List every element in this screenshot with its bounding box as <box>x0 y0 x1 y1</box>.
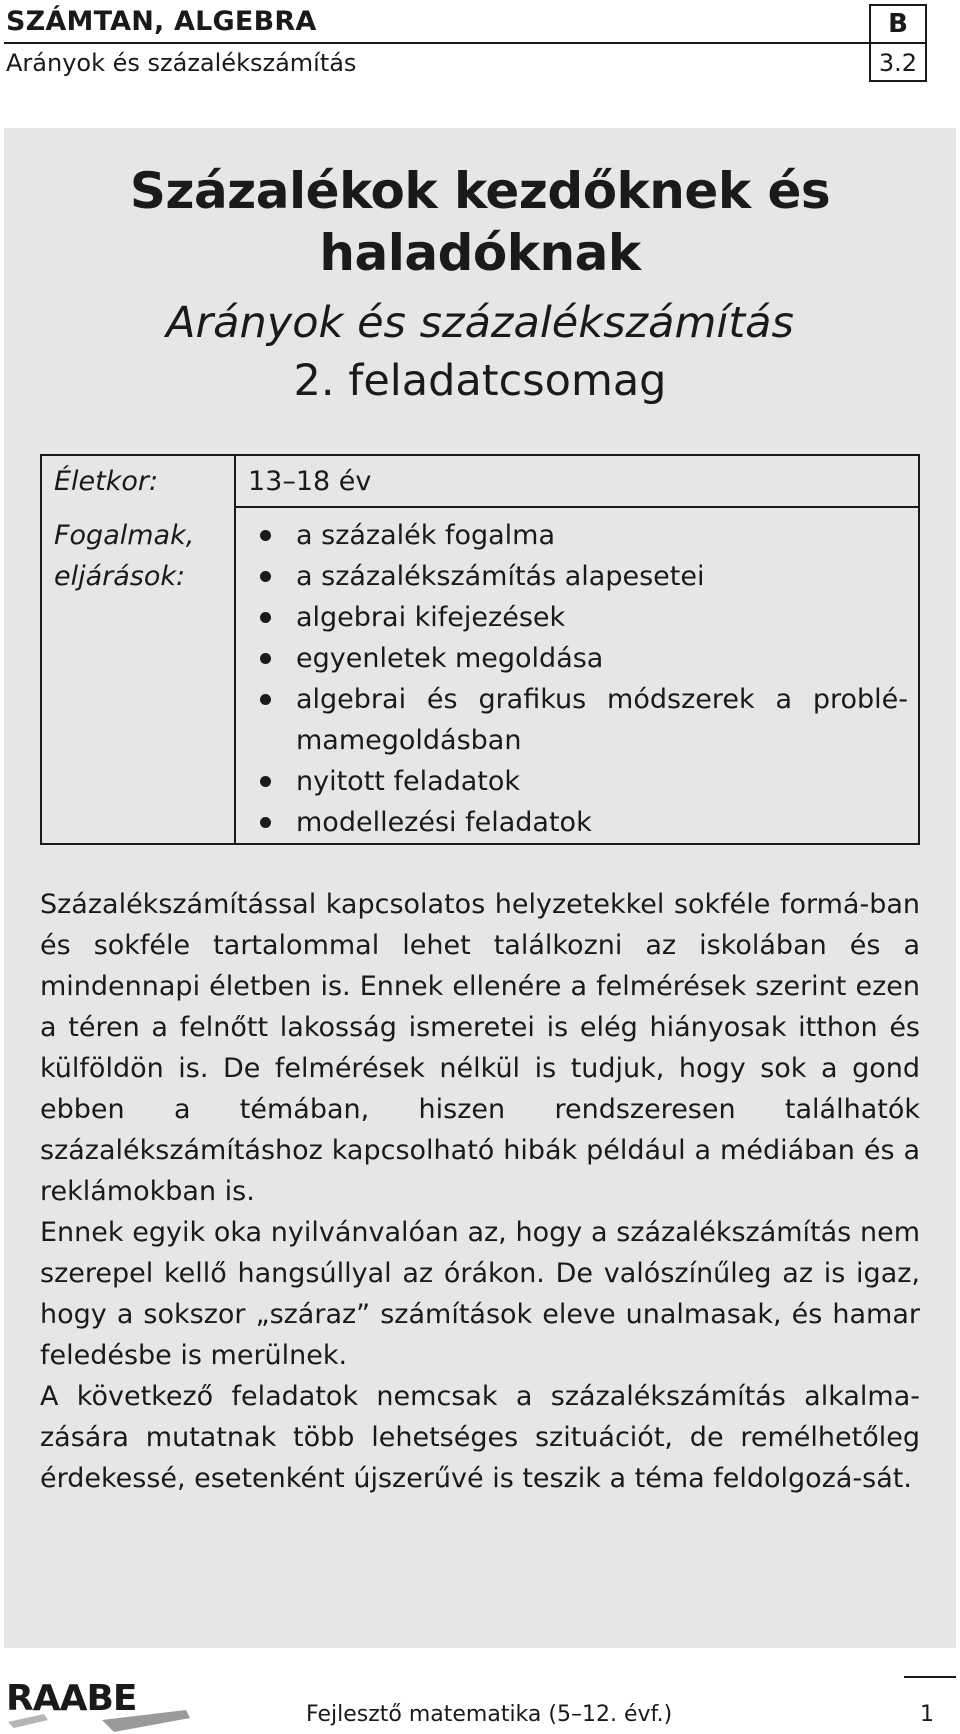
chapter-code-box <box>869 4 927 82</box>
bullet-icon <box>260 776 271 787</box>
bullet-icon <box>260 653 271 664</box>
logo-text: RAABE <box>6 1678 137 1719</box>
book-title: Fejlesztő matematika (5–12. évf.) <box>306 1702 673 1727</box>
age-label: Életkor: <box>54 466 159 497</box>
list-item: a százalék fogalma <box>248 515 908 556</box>
intro-text <box>40 884 920 1499</box>
chapter-number: 3.2 <box>878 49 918 77</box>
concepts-label <box>54 515 194 597</box>
list-item: algebrai kifejezések <box>248 597 908 638</box>
page-title-line-2: haladóknak <box>319 224 641 282</box>
table-divider-horizontal <box>234 506 918 508</box>
section-subtitle: Arányok és százalékszámítás <box>6 49 357 77</box>
page-subtitle: Arányok és százalékszámítás <box>166 298 794 348</box>
bullet-icon <box>260 571 271 582</box>
list-item: algebrai és grafikus módszerek a problé-mamegoldásban <box>248 679 908 761</box>
chapter-letter: B <box>871 6 925 44</box>
page-title <box>0 160 960 284</box>
bullet-icon <box>260 530 271 541</box>
section-title: SZÁMTAN, ALGEBRA <box>6 6 317 37</box>
page-number: 1 <box>920 1702 934 1727</box>
table-divider-vertical <box>234 456 236 843</box>
paragraph: A következő feladatok nemcsak a százalékszámítás alkalma-zására mutatnak több lehetséges szituációt, de remélhetőleg érdekessé, esetenként újszerűvé is teszik a téma feldolgozá-sát. <box>40 1381 920 1494</box>
paragraph: Ennek egyik oka nyilvánvalóan az, hogy a százalékszámítás nem szerepel kellő hangsúllyal az órákon. De valószínűleg az is igaz, hogy a sokszor „száraz” számítások eleve unalmasak, és hamar feledésbe is merülnek. <box>40 1217 920 1371</box>
list-item: egyenletek megoldása <box>248 638 908 679</box>
info-table <box>40 454 920 845</box>
age-value: 13–18 év <box>248 466 372 497</box>
concepts-label-line-1: Fogalmak, <box>54 520 195 551</box>
footer-rule <box>904 1676 956 1678</box>
list-item: a százalékszámítás alapesetei <box>248 556 908 597</box>
bullet-icon <box>260 694 271 705</box>
bullet-icon <box>260 612 271 623</box>
list-item: nyitott feladatok <box>248 761 908 802</box>
page-title-line-1: Százalékok kezdőknek és <box>129 162 831 220</box>
task-package-label: 2. feladatcsomag <box>293 356 667 406</box>
bullet-icon <box>260 817 271 828</box>
paragraph: Százalékszámítással kapcsolatos helyzetekkel sokféle formá-ban és sokféle tartalommal lehet találkozni az iskolában és a mindennapi életben is. Ennek ellenére a felmérések szerint ezen a téren a felnőtt lakosság ismeretei is elég hiányosak itthon és külföldön is. De felmérések nélkül is tudjuk, hogy sok a gond ebben a témában, hiszen rendszeresen találhatók százalékszámításhoz kapcsolható hibák például a médiában és a reklámokban is. <box>40 889 920 1207</box>
header-rule <box>4 42 870 44</box>
concepts-list <box>248 515 908 843</box>
concepts-label-line-2: eljárások: <box>54 561 186 592</box>
raabe-logo <box>4 1674 194 1734</box>
list-item: modellezési feladatok <box>248 802 908 843</box>
